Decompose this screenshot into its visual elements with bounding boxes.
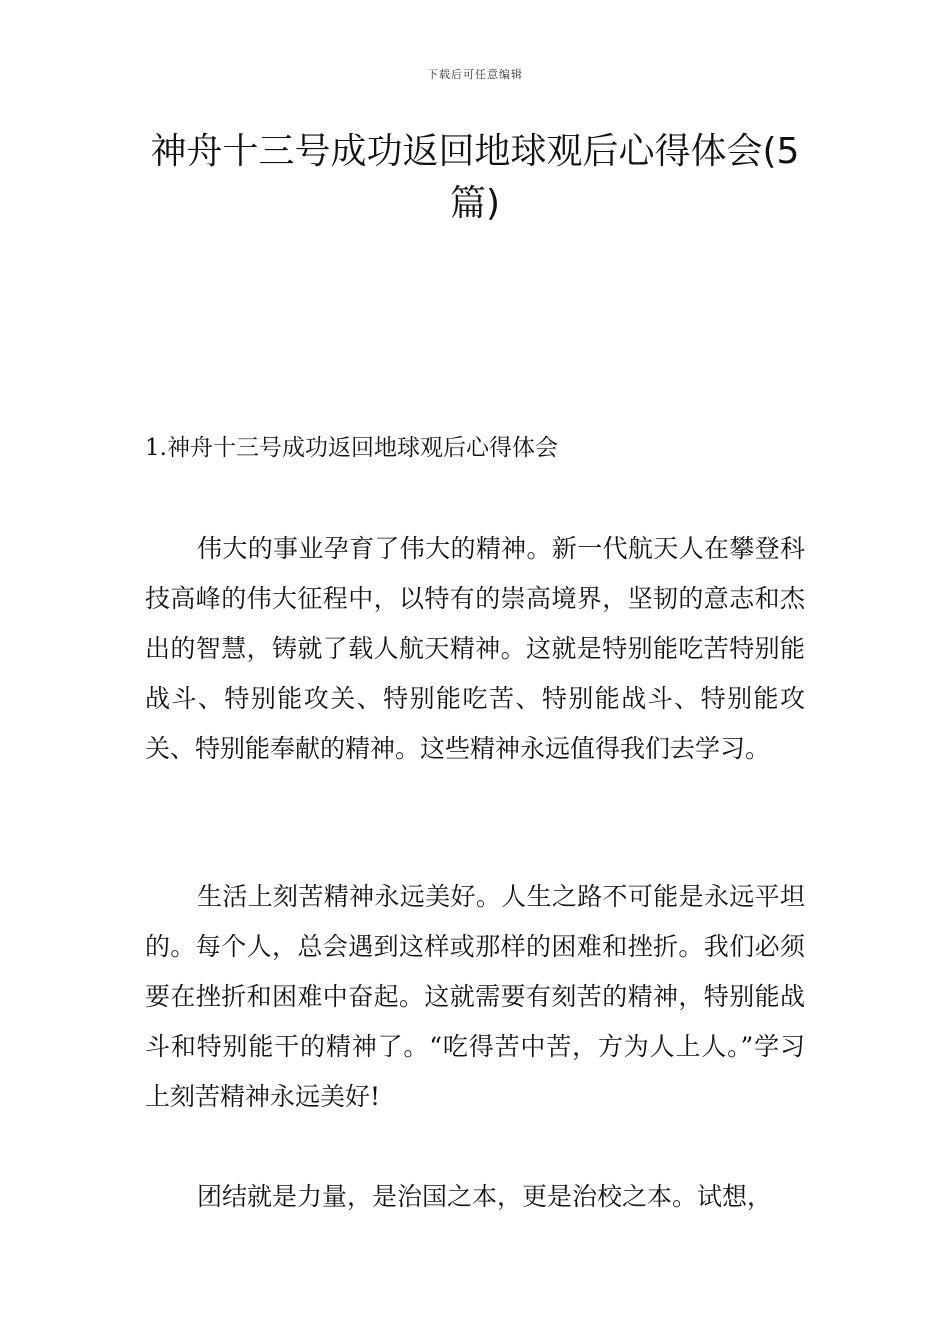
body-paragraph-2: 生活上刻苦精神永远美好。人生之路不可能是永远平坦的。每个人，总会遇到这样或那样的困难和挫折。我们必须要在挫折和困难中奋起。这就需要有刻苦的精神，特别能战斗和特别能干的精神了。“吃得苦中苦，方为人上人。”学习上刻苦精神永远美好! <box>145 882 805 1111</box>
body-paragraph-3: 团结就是力量，是治国之本，更是治校之本。试想， <box>197 1182 773 1211</box>
section-heading: 1.神舟十三号成功返回地球观后心得体会 <box>145 435 558 461</box>
header-note: 下载后可任意编辑 <box>427 68 523 81</box>
body-paragraph-1: 伟大的事业孕育了伟大的精神。新一代航天人在攀登科技高峰的伟大征程中，以特有的崇高境界，坚韧的意志和杰出的智慧，铸就了载人航天精神。这就是特别能吃苦特别能战斗、特别能攻关、特别能吃苦、特别能战斗、特别能攻关、特别能奉献的精神。这些精神永远值得我们去学习。 <box>145 534 805 763</box>
document-title: 神舟十三号成功返回地球观后心得体会(5篇) <box>150 131 800 224</box>
